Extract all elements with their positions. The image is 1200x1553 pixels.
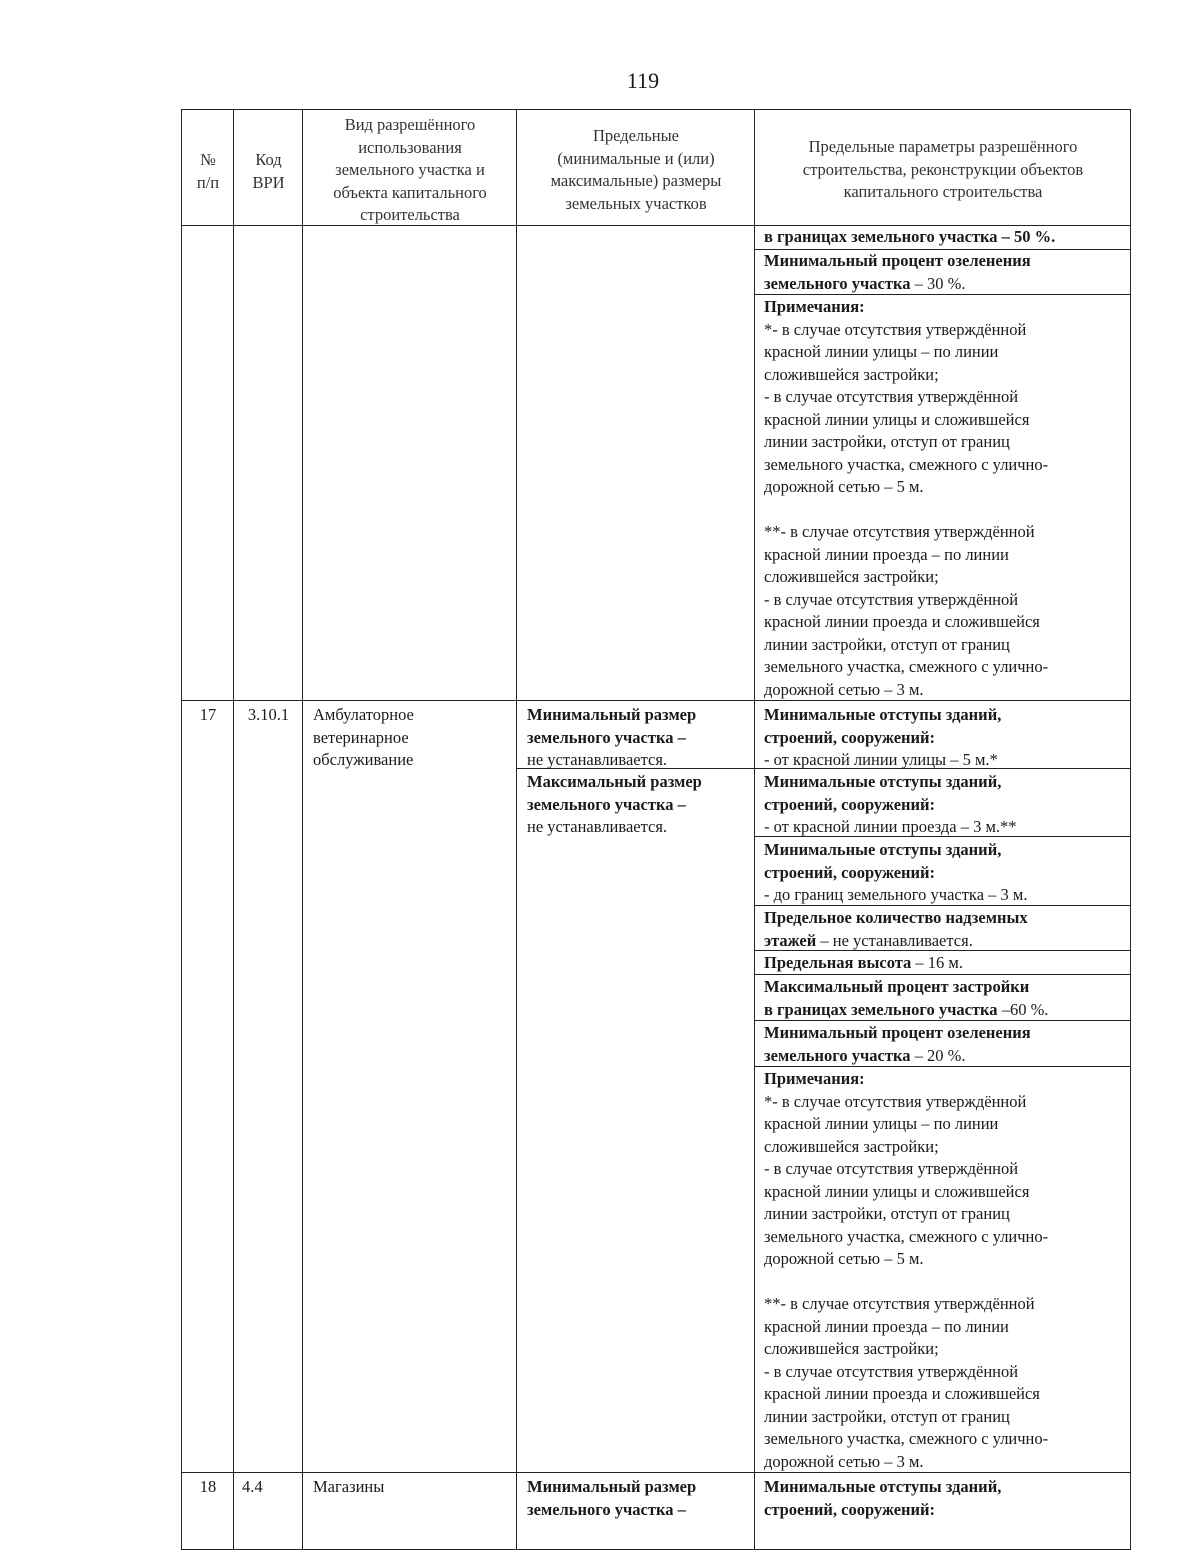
header-params: Предельные параметры разрешённого строительства, реконструкции объектов капитального строительства: [802, 137, 1084, 201]
header-kind: Вид разрешённого использования земельного участка и объекта капитального строительства: [333, 115, 487, 224]
row17-param-build-percent: Максимальный процент застройки в границах земельного участка –60 %.: [764, 977, 1049, 1019]
row18-kind: Магазины: [313, 1477, 385, 1496]
row17-param-setback-boundary: Минимальные отступы зданий, строений, сооружений: - до границ земельного участка – 3 м.: [764, 840, 1028, 904]
row17-kind: Амбулаторное ветеринарное обслуживание: [313, 705, 414, 769]
row17-notes: Примечания: *- в случае отсутствия утверждённой красной линии улицы – по линии сложившейся застройки; - в случае отсутствия утверждённой красной линии улицы и сложившейся линии застройки, отступ от границ земельного участка, смежного с улично- дорожной сетью – 5 м. **- в случае отсутствия утверждённой красной линии проезда – по линии сложившейся застройки; - в случае отсутствия утверждённой красной линии проезда и сложившейся линии застройки, отступ от границ земельного участка, смежного с улично- дорожной сетью – 3 м.: [764, 1069, 1049, 1471]
row17-param-setback-drive: Минимальные отступы зданий, строений, сооружений: - от красной линии проезда – 3 м.**: [764, 772, 1017, 836]
row17-size-min: Минимальный размер земельного участка – не устанавливается.: [527, 705, 697, 769]
header-sizes: Предельные (минимальные и (или) максимальные) размеры земельных участков: [550, 126, 722, 213]
header-code: Код ВРИ: [252, 150, 285, 192]
page-number: 119: [626, 68, 660, 93]
row18-num: 18: [199, 1477, 217, 1496]
cont-param-greening: Минимальный процент озеленения земельного участка – 30 %.: [764, 251, 1031, 293]
row17-param-height: Предельная высота – 16 м.: [764, 953, 963, 972]
row18-size-min: Минимальный размер земельного участка –: [527, 1477, 697, 1519]
cont-param-build-percent: в границах земельного участка – 50 %.: [764, 227, 1056, 246]
row18-param-setback: Минимальные отступы зданий, строений, сооружений:: [764, 1477, 1002, 1519]
row17-code: 3.10.1: [247, 705, 290, 724]
header-num: № п/п: [196, 150, 220, 192]
row18-code: 4.4: [242, 1477, 263, 1496]
row17-size-max: Максимальный размер земельного участка – не устанавливается.: [527, 772, 702, 836]
row17-num: 17: [199, 705, 217, 724]
cont-notes: Примечания: *- в случае отсутствия утверждённой красной линии улицы – по линии сложившейся застройки; - в случае отсутствия утверждённой красной линии улицы и сложившейся линии застройки, отступ от границ земельного участка, смежного с улично- дорожной сетью – 5 м. **- в случае отсутствия утверждённой красной линии проезда – по линии сложившейся застройки; - в случае отсутствия утверждённой красной линии проезда и сложившейся линии застройки, отступ от границ земельного участка, смежного с улично- дорожной сетью – 3 м.: [764, 297, 1049, 699]
row17-param-greening: Минимальный процент озеленения земельного участка – 20 %.: [764, 1023, 1031, 1065]
row17-param-setback-street: Минимальные отступы зданий, строений, сооружений: - от красной линии улицы – 5 м.*: [764, 705, 1002, 769]
row17-param-floors: Предельное количество надземных этажей – не устанавливается.: [764, 908, 1028, 950]
